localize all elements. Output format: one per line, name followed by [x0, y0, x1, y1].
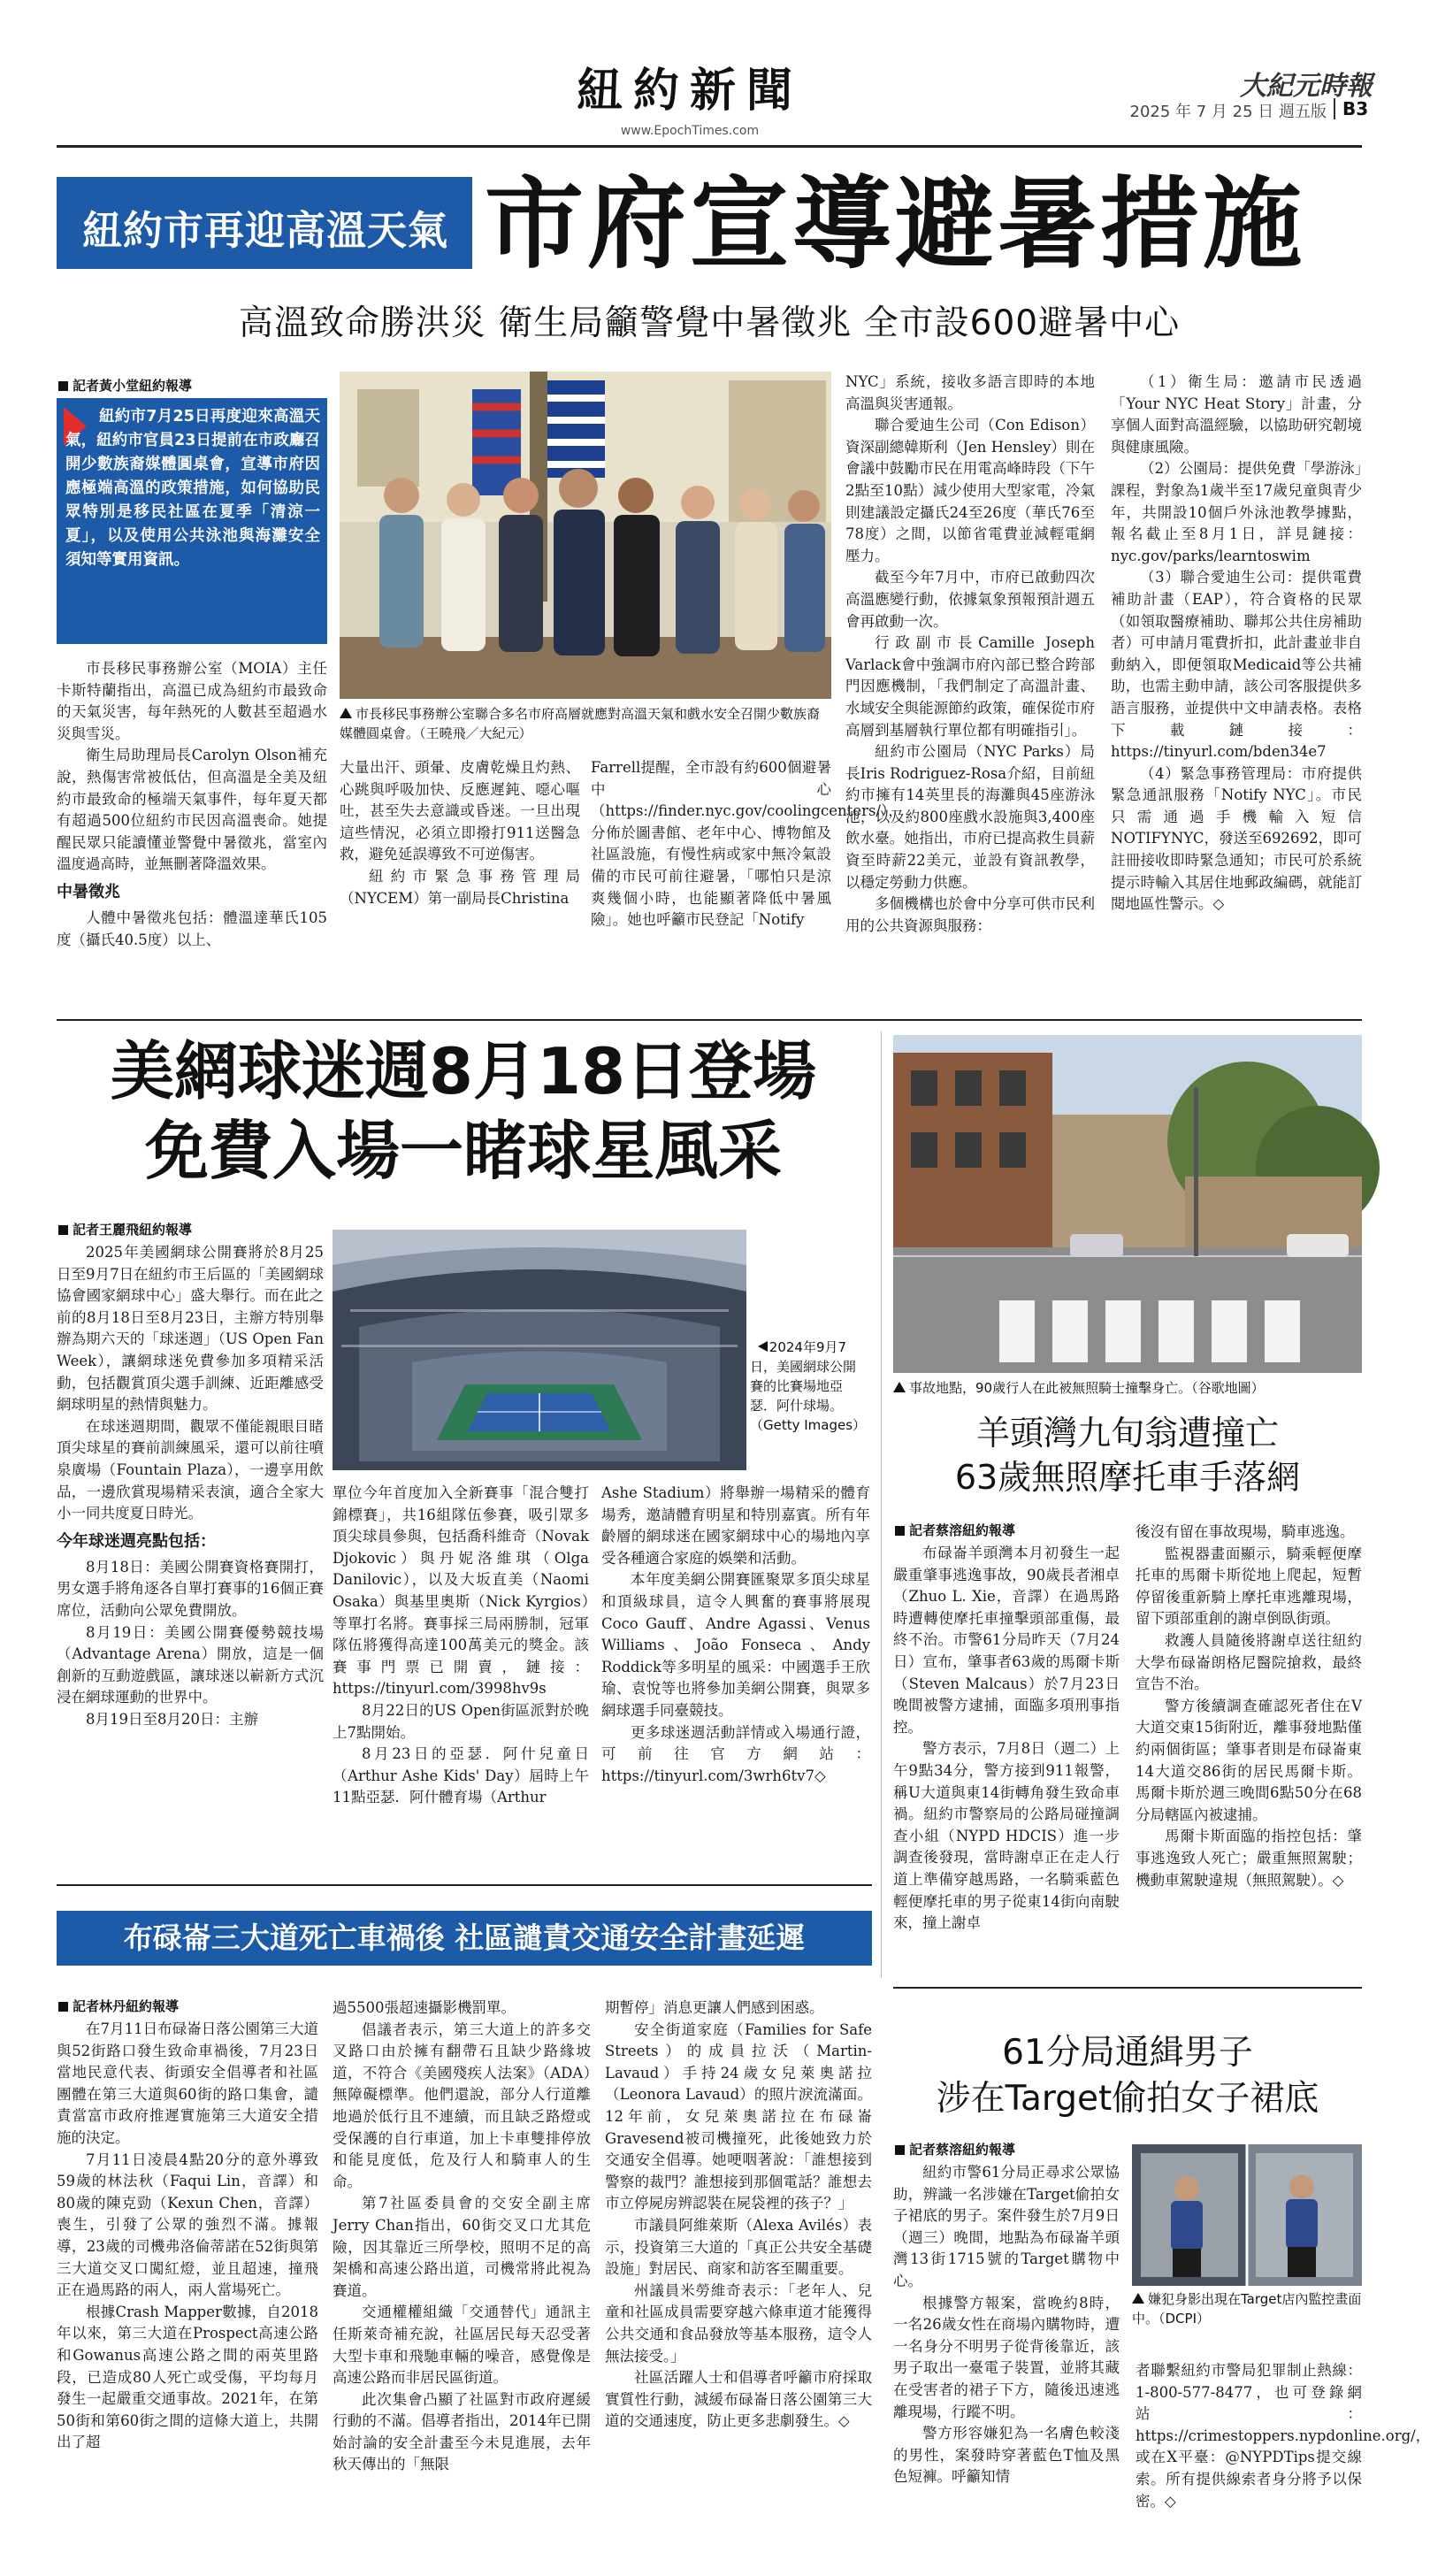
open-headline-2: 免費入場一睹球星風采 [144, 1114, 782, 1188]
open-col1 [57, 1242, 324, 1868]
target-byline: 記者蔡溶紐約報導 [895, 2139, 1015, 2160]
paragraph: 衛生局助理局長Carolyn Olson補充說，熱傷害常被低估，但高溫是全美及紐約市最致命的極端天氣事件，每年夏天都有超過500位紐約市民因高溫喪命。她提醒民眾只能讀懂並警覺中暑徵兆，當室內溫度過高時，並無刪著降溫效果。 [57, 747, 327, 873]
paragraph: 者聯繫紐約市警局犯罪制止熱線：1-800-577-8477，也可登錄網站：https://crimestoppers.nypdonline.org/，或在X平臺：@NYPDTips提交線索。所有提供線索者身分將予以保密。◇ [1136, 2362, 1430, 2510]
paragraph: 人體中暑徵兆包括：體溫達華氏105度（攝氏40.5度）以上、 [57, 908, 327, 948]
paragraph: 行政副市長Camille Joseph Varlack會中強調市府內部已整合跨部門因應機制，「我們制定了高溫計畫、水域安全與能源節約政策，確保從市府高層到基層執行單位都有明確指引」。 [845, 634, 1095, 739]
paragraph: 聯合愛迪生公司（Con Edison）資深副總韓斯利（Jen Hensley）則在會議中鼓勵市民在用電高峰時段（下午2點至10點）減少使用大型家電，冷氣則建議設定攝氏24至26度（華氏76至78度）之間，以節省電費並減輕電網壓力。 [845, 417, 1095, 564]
paragraph: 救護人員隨後將謝卓送往紐約大學布碌崙朗格尼醫院搶救，最終宣告不治。 [1136, 1631, 1362, 1693]
caption-triangle-icon [1132, 2293, 1144, 2304]
crash1-photo [893, 1035, 1362, 1373]
section-title: 紐約新聞 [576, 64, 803, 118]
byline-marker-icon [895, 1526, 905, 1536]
paragraph: 市長移民事務辦公室（MOIA）主任卡斯特蘭指出，高溫已成為紐約市最致命的天氣災害，每年熱死的人數甚至超過水災與雪災。 [57, 660, 327, 742]
paragraph: （1）衛生局：邀請市民透過「Your NYC Heat Story」計畫，分享個人面對高溫經驗，以協助研究韌境與健康風險。 [1111, 373, 1362, 456]
crash2-byline: 記者林丹紐約報導 [58, 1996, 179, 2017]
heat-col5 [1111, 372, 1362, 998]
paragraph: 根據警方報案，當晚約8時，一名26歲女性在商場內購物時，遭一名身分不明男子從背後靠近，該男子取出一臺電子裝置，並將其藏在受害者的裙子下方，隨後迅速逃離現場，行蹤不明。 [893, 2294, 1120, 2420]
crash1-col1 [893, 1543, 1120, 1967]
paragraph: 8月23日的亞瑟．阿什兒童日（Arthur Ashe Kids' Day）屆時上午11點亞瑟．阿什體育場（Arthur [333, 1745, 589, 1806]
paragraph: 更多球迷週活動詳情或入場通行證，可前往官方網站：https://tinyurl.com/3wrh6tv7◇ [601, 1723, 870, 1784]
heat-col3 [591, 757, 903, 998]
heat-byline: 記者黃小堂紐約報導 [58, 375, 192, 396]
paragraph: NYC」系統，接收多語言即時的本地高溫與災害通報。 [845, 373, 1095, 412]
heat-kicker-text: 紐約市再迎高溫天氣 [81, 207, 448, 254]
paragraph: 第7社區委員會的交安全副主席Jerry Chan指出，60街交叉口尤其危險，因其靠近三所學校，照明不足的高架橋和高速公路出道，司機常將此視為賽道。 [333, 2195, 591, 2299]
crash2-headline: 布碌崙三大道死亡車禍後 社區譴責交通安全計畫延遲 [123, 1920, 806, 1955]
street-photo-image [893, 1035, 1362, 1373]
section-divider [57, 1019, 1362, 1021]
paragraph: 在7月11日布碌崙日落公園第三大道與52街路口發生致命車禍後，7月23日當地民意代表、街頭安全倡導者和社區團體在第三大道與60街的路口集會，譴責當富市政府推遲實施第三大道安全措施的決定。 [57, 2020, 318, 2146]
crash2-col1 [57, 2019, 318, 2549]
header [0, 0, 1415, 159]
paragraph: 8月19日：美國公開賽優勢競技場（Advantage Arena）開放，這是一個創新的互動遊戲區，讓球迷以嶄新方式沉浸在網球運動的世界中。 [57, 1623, 324, 1706]
caption-triangle-icon [340, 708, 352, 718]
crash1-headline-2: 63歲無照摩托車手落網 [954, 1458, 1301, 1497]
heat-col2 [340, 757, 580, 998]
paragraph: 8月18日：美國公開賽資格賽開打，男女選手將角逐各自單打賽事的16個正賽席位，活動向公眾免費開放。 [57, 1558, 324, 1619]
crash1-col2 [1136, 1522, 1362, 1967]
paragraph: 多個機構也於會中分享可供市民利用的公共資源與服務： [845, 895, 1095, 934]
byline-marker-icon [58, 1225, 68, 1235]
paragraph: Ashe Stadium）將舉辦一場精采的體育場秀，邀請體育明星和特別嘉賓。所有年齡層的網球迷在國家網球中心的場地內享受各種適合家庭的娛樂和活動。 [601, 1484, 870, 1567]
section-url: www.EpochTimes.com [620, 124, 760, 138]
paragraph: 安全街道家庭（Families for Safe Streets）的成員拉沃（Martin-Lavaud）手持24歲女兒萊奧諾拉（Leonora Lavaud）的照片淚流滿面。12年前，女兒萊奧諾拉在布碌崙Gravesend被司機撞死，此後她致力於交通安全倡導。她哽咽著說：「誰想接到警察的裁門？誰想接到那個電話？誰想去市立停屍房辨認裝在屍袋裡的孩子？」 [605, 2020, 872, 2212]
target-col2 [1136, 2360, 1430, 2551]
paragraph: 社區活躍人士和倡導者呼籲市府採取實質性行動，減緩布碌崙日落公園第三大道的交通速度，防止更多悲劇發生。◇ [605, 2369, 872, 2430]
paragraph: 在球迷週期間，觀眾不僅能親眼目睹頂尖球星的賽前訓練風采，還可以前往噴泉廣場（Fountain Plaza），一邊享用飲品，一邊欣賞現場精采表演，適合全家大小一同共度夏日時光。 [57, 1417, 324, 1522]
paragraph: 馬爾卡斯面臨的指控包括：肇事逃逸致人死亡；嚴重無照駕駛；機動車駕駛違規（無照駕駛）。◇ [1136, 1828, 1362, 1889]
target-col1 [893, 2162, 1120, 2551]
section-divider [57, 1884, 872, 1886]
paragraph: （2）公園局：提供免費「學游泳」課程，對象為1歲半至17歲兒童與青少年，共開設10個戶外泳池教學據點，報名截止至8月1日，詳見鏈接：nyc.gov/parks/learntoswim [1111, 460, 1362, 564]
byline-marker-icon [895, 2145, 905, 2155]
open-photo [333, 1230, 746, 1470]
paragraph: （3）聯合愛迪生公司：提供電費補助計畫（EAP），符合資格的民眾（如領取醫療補助、聯邦公共住房補助者）可申請月電費折扣，此計畫並非自動納入，即便領取Medicaid等公共補助，也需主動申請，該公司客服提供多語言服務，並提供中文申請表格。表格下載鏈接：https://tinyurl.com/bden34e7 [1111, 569, 1362, 761]
paragraph: 大量出汗、頭暈、皮膚乾燥且灼熱、心跳與呼吸加快、反應遲鈍、噁心嘔吐，甚至失去意識或昏迷。一旦出現這些情況，必須立即撥打911送醫急救，避免延誤導致不可逆傷害。 [340, 759, 580, 863]
target-headline-1: 61分局通緝男子 [1002, 2033, 1253, 2073]
meeting-photo-image [340, 372, 831, 699]
page-number: B3 [1334, 98, 1378, 119]
paragraph: 紐約市緊急事務管理局（NYCEM）第一副局長Christina [340, 867, 580, 907]
paragraph: 警方形容嫌犯為一名膚色較淺的男性，案發時穿著藍色T恤及黑色短褲。呼籲知情 [893, 2425, 1120, 2486]
paragraph: 市議員阿維萊斯（Alexa Avilés）表示，投資第三大道的「真正公共安全基礎設施」對居民、商家和訪客至關重要。 [605, 2216, 872, 2278]
issue-date: 2025 年 7 月 25 日 週五版 [1129, 103, 1327, 121]
heat-col1 [57, 658, 327, 996]
paragraph: 8月19日至8月20日：主辦 [86, 1710, 258, 1728]
byline-marker-icon [58, 381, 68, 391]
byline-marker-icon [58, 2002, 68, 2012]
crash1-byline: 記者蔡溶紐約報導 [895, 1520, 1015, 1541]
caption-triangle-icon [758, 1341, 768, 1352]
column-divider [881, 1031, 882, 1978]
open-col3 [601, 1483, 870, 1868]
paragraph: （4）緊急事務管理局：市府提供緊急通訊服務「Notify NYC」。市民只需通過手機輸入短信NOTIFYNYC，發送至692692，即可註冊接收即時緊急通知；市民可於系統提示時輸入其居住地郵政編碼，就能訂閱地區性警示。◇ [1111, 764, 1362, 913]
heat-photo [340, 372, 831, 699]
paper-name: 大紀元時報 [1240, 71, 1373, 102]
subheading: 今年球迷週亮點包括： [57, 1531, 216, 1551]
crash1-photo-caption: 事故地點，90歲行人在此被無照騎士撞擊身亡。（谷歌地圖） [893, 1378, 1362, 1398]
paragraph: 監視器畫面顯示，騎乘輕便摩托車的馬爾卡斯從地上爬起，短暫停留後重新騎上摩托車逃離現場，留下頭部重創的謝卓倒臥街頭。 [1136, 1545, 1362, 1628]
paragraph: 截至今年7月中，市府已啟動四次高溫應變行動，依據氣象預報預計週五會再啟動一次。 [845, 569, 1095, 630]
header-rule [57, 145, 1362, 148]
paragraph: 倡議者表示，第三大道上的許多交叉路口由於擁有翻帶石且缺少路緣坡道，不符合《美國殘疾人法案》（ADA）無障礙標準。他們還說，部分人行道離地過於低行且不連續，而且缺乏路燈或受保護的自行車道，加上卡車雙排停放和能見度低，危及行人和騎車人的生命。 [333, 2020, 591, 2190]
paragraph: 交通權權組織「交通替代」通訊主任斯萊奇補充說，社區居民每天忍受著大型卡車和飛馳車輛的噪音，感覺像是高速公路而非居民區街道。 [333, 2304, 591, 2387]
paragraph: 過5500張超速攝影機罰單。 [333, 1999, 516, 2016]
crash2-col2 [333, 1997, 591, 2549]
paragraph: 紐約市警61分局正尋求公眾協助，辨識一名涉嫌在Target偷拍女子裙底的男子。案件發生於7月9日（週三）晚間，地點為布碌崙羊頭灣13街1715號的Target購物中心。 [893, 2164, 1120, 2289]
paragraph: 7月11日凌晨4點20分的意外導致59歲的林法秋（Faqui Lin，音譯）和80歲的陳克勁（Kexun Chen，音譯）喪生，引發了公眾的強烈不滿。據報導，23歲的司機弗洛倫蒂諾在52街與第三大道交叉口闖紅燈，並且超速，撞飛正在過馬路的兩人，兩人當場死亡。 [57, 2150, 318, 2299]
heat-headline: 市府宣導避暑措施 [485, 166, 1305, 282]
heat-col4 [845, 372, 1095, 998]
paragraph: 州議員米勞維奇表示：「老年人、兒童和社區成員需要穿越六條車道才能獲得公共交通和食品發放等基本服務，這令人無法接受。」 [605, 2281, 872, 2365]
target-headline-2: 涉在Target偷拍女子裙底 [936, 2079, 1319, 2119]
open-photo-caption: 2024年9月7日，美國網球公開賽的比賽場地亞瑟．阿什球場。（Getty Images） [750, 1339, 867, 1433]
heat-subhead: 高溫致命勝洪災 衛生局籲警覺中暑徵兆 全市設600避暑中心 [238, 303, 1181, 343]
caption-triangle-icon [893, 1382, 906, 1392]
crash2-col3 [605, 1997, 872, 2549]
subheading: 中暑徵兆 [57, 882, 120, 901]
crash1-headline-1: 羊頭灣九旬翁遭撞亡 [975, 1414, 1279, 1453]
paragraph: 警方後續調查確認死者住在V大道交東15街附近，離事發地點僅約兩個街區；肇事者則是布碌崙東14大道交86街的居民馬爾卡斯。馬爾卡斯於週三晚間6點50分在68分局轄區內被逮捕。 [1136, 1697, 1362, 1823]
target-photo-caption: 嫌犯身影出現在Target店內監控畫面中。（DCPI） [1132, 2291, 1362, 2327]
cctv-photo-image [1132, 2144, 1362, 2286]
paragraph: 單位今年首度加入全新賽事「混合雙打錦標賽」，共16組隊伍參賽，吸引眾多頂尖球員參與，包括喬科維奇（Novak Djokovic）與丹妮洛維琪（Olga Danilovic），以及大坂直美（Naomi Osaka）與基里奧斯（Nick Kyrgios）等單打名將。賽事採三局兩勝制，冠軍隊伍將獲得高達100萬美元的獎金。該賽事門票已開賣，鏈接：https://tinyurl.com/3998hv9s [333, 1484, 589, 1698]
paragraph: Farrell提醒，全市設有約600個避暑中心（https://finder.nyc.gov/coolingcenters/），分佈於圖書館、老年中心、博物館及社區設施，有慢性病或家中無冷氣設備的市民可前往避暑，「哪怕只是涼爽幾個小時，也能顯著降低中暑風險」。她也呼籲市民登記「Notify [591, 759, 903, 929]
paragraph: 期暫停」消息更讓人們感到困惑。 [605, 1999, 824, 2016]
paragraph: 本年度美網公開賽匯聚眾多頂尖球星和頂級球員，這令人興奮的賽事將展現Coco Gauff、Andre Agassi、Venus Williams、João Fonseca、Andy Roddick等多明星的風采：中國選手王欣瑜、袁悅等也將參加美網公開賽，與眾多網球選手同臺競技。 [601, 1571, 870, 1719]
paragraph: 2025年美國網球公開賽將於8月25日至9月7日在紐約市王后區的「美國網球協會國家網球中心」盛大舉行。而在此之前的8月18日至8月23日，主辦方特別舉辦為期六天的「球迷週」（US Open Fan Week），讓網球迷免費參加多項精采活動，包括觀賞頂尖選手訓練、近距離感受網球明星的熱情與魅力。 [57, 1244, 324, 1414]
paragraph: 此次集會凸顯了社區對市政府遲緩行動的不滿。倡導者指出，2014年已開始討論的安全計畫至今未見進展，去年秋天傳出的「無限 [333, 2390, 591, 2473]
paragraph: 警方表示，7月8日（週二）上午9點34分，警方接到911報警，稱U大道與東14街轉角發生致命車禍。紐約市警察局的公路局碰撞調查小組（NYPD HDCIS）進一步調查後發現，當時謝卓正在走人行道上準備穿越馬路，一名騎乘藍色輕便摩托車的男子從東14街向南駛來，撞上謝卓 [893, 1740, 1120, 1932]
paragraph: 布碌崙羊頭灣本月初發生一起嚴重肇事逃逸事故，90歲長者湘卓（Zhuo L. Xie，音譯）在過馬路時遭轉使摩托車撞擊頭部重傷，最終不治。市警61分局昨天（7月24日）宣布，肇事者63歲的馬爾卡斯（Steven Malcaus）於7月23日晚間被警方逮捕，面臨多項刑事指控。 [893, 1545, 1120, 1736]
heat-photo-caption: 市長移民事務辦公室聯合多名市府高層就應對高溫天氣和戲水安全召開少數族裔媒體圓桌會。（王曉飛／大紀元） [340, 706, 821, 741]
open-headline-1: 美網球迷週8月18日登場 [110, 1034, 817, 1108]
target-photo [1132, 2144, 1362, 2286]
stadium-photo-image [333, 1230, 746, 1470]
paragraph: 8月22日的US Open街區派對於晚上7點開始。 [333, 1701, 589, 1741]
paragraph: 後沒有留在事故現場，騎車逃逸。 [1136, 1523, 1355, 1540]
open-byline: 記者王麗飛紐約報導 [58, 1219, 192, 1240]
heat-lead: 紐約市7月25日再度迎來高溫天氣，紐約市官員23日提前在市政廳召開少數族裔媒體圓桌會，宣導市府因應極端高溫的政策措施，如何協助民眾特別是移民社區在夏季「清涼一夏」，以及使用公共泳池與海灘安全須知等實用資訊。 [65, 408, 320, 569]
section-divider [893, 1987, 1362, 1989]
open-col2 [333, 1483, 589, 1868]
paragraph: 紐約市公園局（NYC Parks）局長Iris Rodriguez-Rosa介紹，目前紐約市擁有14英里長的海灘與45座游泳池，以及約800座戲水設施與3,400座飲水臺。她指出，市府已提高救生員薪資至時薪22美元，並設有資訊教學，以穩定勞動力供應。 [845, 743, 1095, 891]
paragraph: 根據Crash Mapper數據，自2018年以來，第三大道在Prospect高速公路和Gowanus高速公路之間的兩英里路段，已造成80人死亡或受傷，平均每月發生一起嚴重交通事故。2021年，在第50街和第60街之間的這條大道上，共開出了超 [57, 2303, 318, 2451]
